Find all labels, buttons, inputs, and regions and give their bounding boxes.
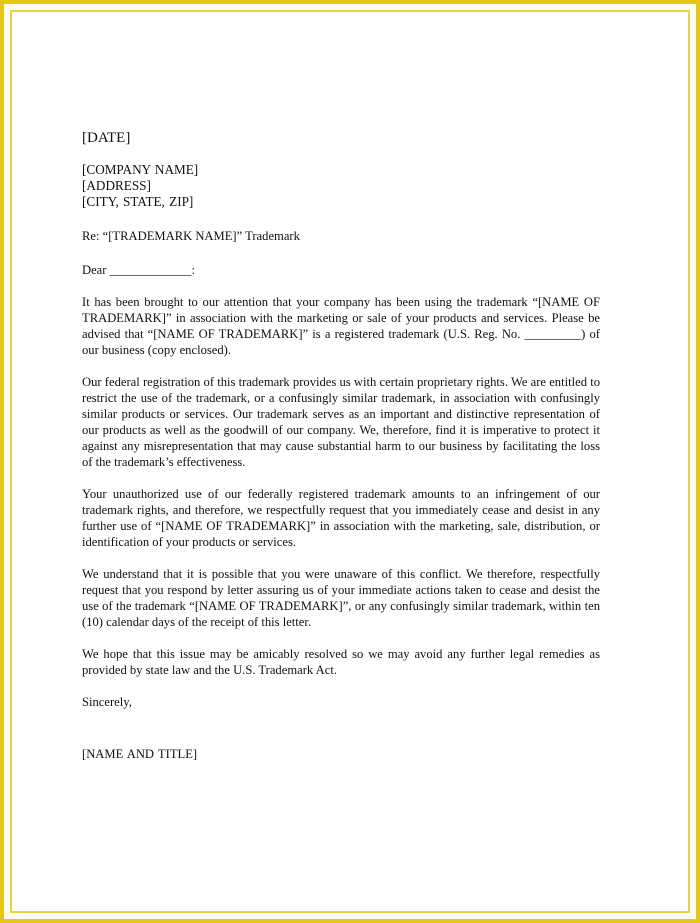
paragraph-1: It has been brought to our attention that your company has been using the trademark “[NAME OF TRADEMARK]” in association with the marketing or sale of your products and services. Please be advised that “[NAME OF TRADEMARK]” is a registered trademark (U.S. Reg. No. _________) of our business (copy enclosed). xyxy=(82,295,600,357)
salutation: Dear _____________: xyxy=(82,263,195,277)
recipient-address xyxy=(82,162,600,210)
paragraph-3: Your unauthorized use of our federally registered trademark amounts to an infringement of our trademark rights, and therefore, we respectfully request that you immediately cease and desist in any further use of “[NAME OF TRADEMARK]” in association with the marketing, sale, distribution, or identification of your products or services. xyxy=(82,487,600,549)
paragraph-2: Our federal registration of this trademark provides us with certain proprietary rights. We are entitled to restrict the use of the trademark, or a confusingly similar trademark, in association with confusingly similar products or services. Our trademark serves as an important and distinctive representation of our products as well as the goodwill of our company. We, therefore, find it is imperative to protect it against any misrepresentation that may cause substantial harm to our business by facilitating the loss of the trademark’s effectiveness. xyxy=(82,375,600,469)
address-city-state-zip: [CITY, STATE, ZIP] xyxy=(82,194,194,209)
re-line: Re: “[TRADEMARK NAME]” Trademark xyxy=(82,229,300,243)
date-line: [DATE] xyxy=(82,130,131,146)
paragraph-5: We hope that this issue may be amicably resolved so we may avoid any further legal remedies as provided by state law and the U.S. Trademark Act. xyxy=(82,647,600,677)
paragraph-4: We understand that it is possible that you were unaware of this conflict. We therefore, respectfully request that you respond by letter assuring us of your immediate actions taken to cease and desist the use of the trademark “[NAME OF TRADEMARK]”, or any confusingly similar trademark, within ten (10) calendar days of the receipt of this letter. xyxy=(82,567,600,629)
address-street: [ADDRESS] xyxy=(82,178,151,193)
closing: Sincerely, xyxy=(82,695,132,709)
signature-name-title: [NAME AND TITLE] xyxy=(82,747,198,761)
letter-body xyxy=(82,128,600,762)
address-company: [COMPANY NAME] xyxy=(82,162,199,177)
